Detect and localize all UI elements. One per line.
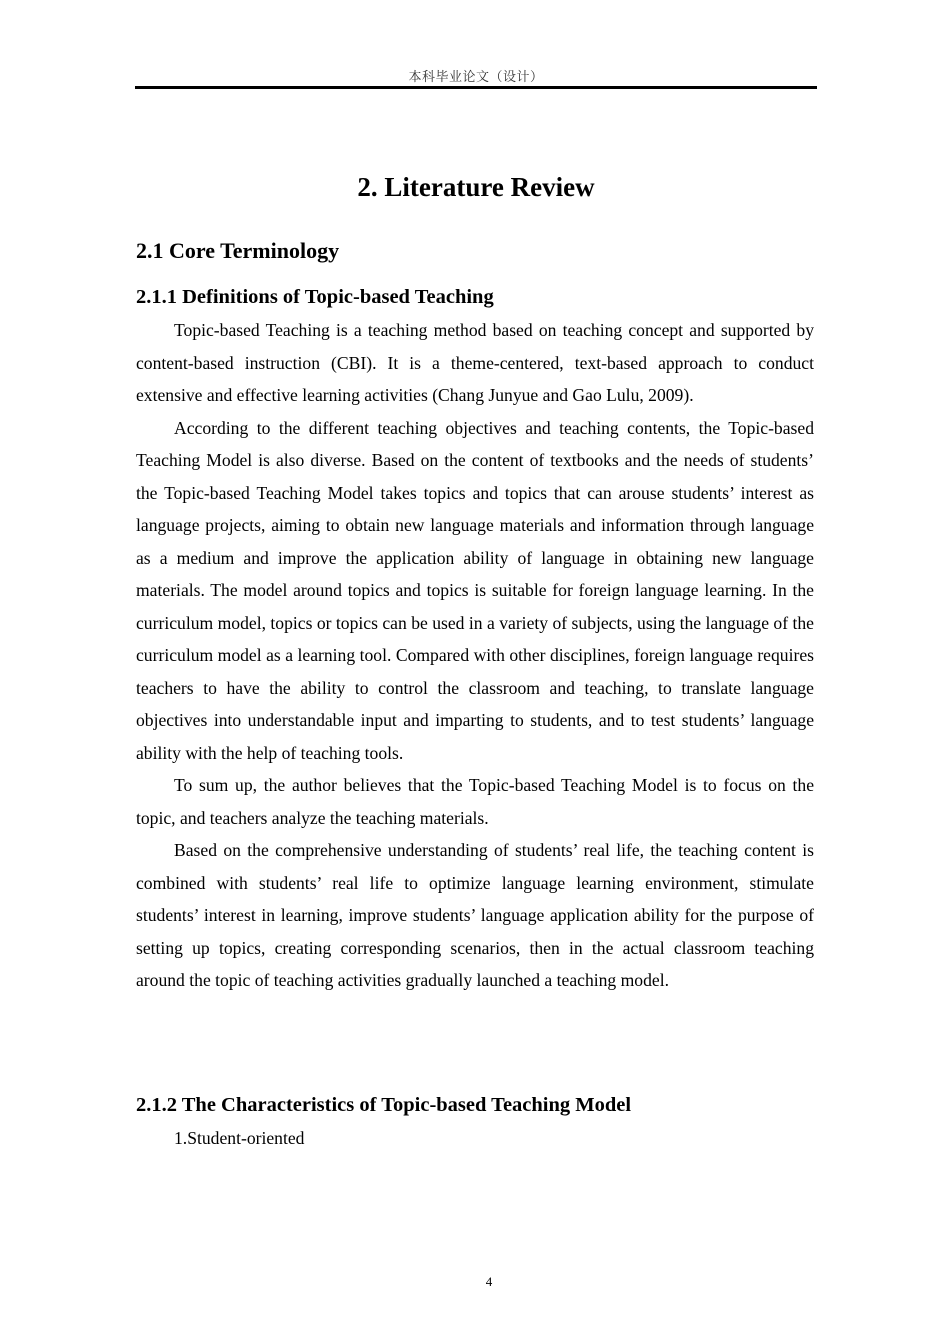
list-item: 1.Student-oriented	[174, 1128, 305, 1148]
section-heading-2-1-1: 2.1.1 Definitions of Topic-based Teaching	[136, 286, 494, 308]
paragraph: Topic-based Teaching is a teaching method based on teaching concept and supported by content-based instruction (CBI). It is a theme-centered, text-based approach to conduct extensive and effective learning activities (Chang Junyue and Gao Lulu, 2009).	[136, 320, 814, 405]
paragraph: According to the different teaching objectives and teaching contents, the Topic-based Teaching Model is also diverse. Based on the content of textbooks and the needs of students’ the Topic-based Teaching Model takes topics and topics that can arouse students’ interest as language projects, aiming to obtain new language materials and information through language as a medium and improve the application ability of language in obtaining new language materials. The model around topics and topics is suitable for foreign language learning. In the curriculum model, topics or topics can be used in a variety of subjects, using the language of the curriculum model as a learning tool. Compared with other disciplines, foreign language requires teachers to have the ability to control the classroom and teaching, to translate language objectives into understandable input and imparting to students, and to test students’ language ability with the help of teaching tools.	[136, 417, 814, 763]
page-number: 4	[485, 1274, 493, 1289]
paragraph: Based on the comprehensive understanding of students’ real life, the teaching content is combined with students’ real life to optimize language learning environment, stimulate students’ interest in learning, improve students’ language application ability for the purpose of setting up topics, creating corresponding scenarios, then in the actual classroom teaching around the topic of teaching activities gradually launched a teaching model.	[136, 840, 814, 990]
section-2-1-1-body	[136, 314, 814, 997]
header-rule	[135, 86, 817, 89]
section-heading-2-1: 2.1 Core Terminology	[136, 238, 340, 263]
paragraph: To sum up, the author believes that the Topic-based Teaching Model is to focus on the topic, and teachers analyze the teaching materials.	[136, 775, 814, 828]
section-heading-2-1-2: 2.1.2 The Characteristics of Topic-based Teaching Model	[136, 1094, 632, 1116]
chapter-title: 2. Literature Review	[357, 172, 595, 202]
running-header: 本科毕业论文（设计）	[408, 70, 544, 85]
